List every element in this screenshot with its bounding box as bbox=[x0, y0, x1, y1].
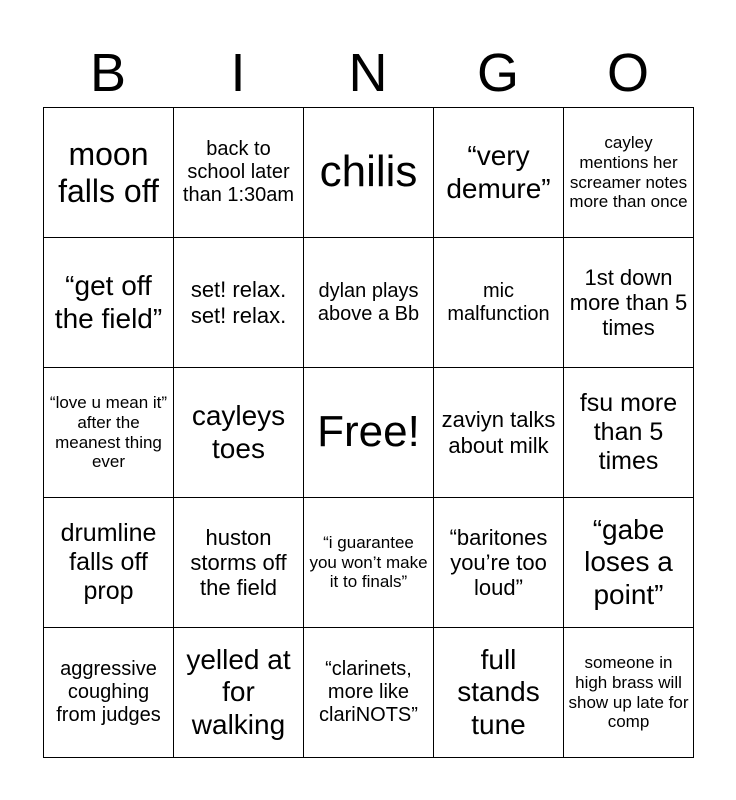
cell-text: huston storms off the field bbox=[190, 524, 287, 601]
bingo-cell[interactable] bbox=[564, 628, 694, 758]
cell-text: dylan plays above a Bb bbox=[317, 279, 420, 325]
bingo-cell[interactable] bbox=[174, 498, 304, 628]
bingo-grid bbox=[43, 107, 694, 758]
free-space[interactable] bbox=[304, 368, 434, 498]
cell-text: cayley mentions her screamer notes more than once bbox=[569, 133, 688, 212]
cell-text: drumline falls off prop bbox=[60, 519, 157, 605]
bingo-cell[interactable] bbox=[174, 368, 304, 498]
cell-text: chilis bbox=[319, 147, 418, 197]
header-letter-o: O bbox=[606, 43, 649, 103]
cell-text: aggressive coughing from judges bbox=[56, 658, 161, 726]
cell-text: cayleys toes bbox=[191, 400, 286, 464]
free-space-text: Free! bbox=[317, 407, 420, 457]
cell-text: moon falls off bbox=[58, 135, 159, 209]
cell-text: someone in high brass will show up late for comp bbox=[568, 653, 689, 732]
bingo-cell[interactable] bbox=[564, 498, 694, 628]
bingo-cell[interactable] bbox=[44, 108, 174, 238]
bingo-cell[interactable] bbox=[44, 628, 174, 758]
cell-text: back to school later than 1:30am bbox=[182, 138, 295, 206]
bingo-cell[interactable] bbox=[434, 108, 564, 238]
bingo-cell[interactable] bbox=[44, 498, 174, 628]
cell-text: “clarinets, more like clariNOTS” bbox=[319, 658, 418, 726]
cell-text: “get off the field” bbox=[54, 270, 163, 334]
bingo-cell[interactable] bbox=[564, 108, 694, 238]
header-letter-b: B bbox=[89, 43, 127, 103]
bingo-cell[interactable] bbox=[44, 368, 174, 498]
bingo-cell[interactable] bbox=[434, 628, 564, 758]
cell-text: full stands tune bbox=[457, 644, 540, 740]
bingo-cell[interactable] bbox=[304, 238, 434, 368]
bingo-cell[interactable] bbox=[564, 368, 694, 498]
bingo-cell[interactable] bbox=[304, 108, 434, 238]
cell-text: “love u mean it” after the meanest thing ever bbox=[49, 393, 168, 472]
bingo-cell[interactable] bbox=[304, 628, 434, 758]
cell-text: yelled at for walking bbox=[186, 644, 291, 740]
bingo-cell[interactable] bbox=[44, 238, 174, 368]
header-letter-n: N bbox=[348, 43, 388, 103]
bingo-cell[interactable] bbox=[434, 498, 564, 628]
bingo-cell[interactable] bbox=[564, 238, 694, 368]
cell-text: “very demure” bbox=[446, 140, 551, 204]
cell-text: set! relax. set! relax. bbox=[190, 277, 287, 328]
bingo-cell[interactable] bbox=[434, 238, 564, 368]
bingo-cell[interactable] bbox=[304, 498, 434, 628]
header-letter-i: I bbox=[230, 43, 246, 103]
cell-text: “gabe loses a point” bbox=[584, 514, 673, 610]
bingo-cell[interactable] bbox=[434, 368, 564, 498]
bingo-cell[interactable] bbox=[174, 108, 304, 238]
bingo-header bbox=[43, 40, 693, 106]
cell-text: fsu more than 5 times bbox=[579, 389, 678, 475]
header-letter-g: G bbox=[476, 43, 519, 103]
bingo-cell[interactable] bbox=[174, 238, 304, 368]
cell-text: “i guarantee you won’t make it to finals” bbox=[309, 533, 428, 592]
cell-text: zaviyn talks about milk bbox=[441, 407, 556, 458]
cell-text: 1st down more than 5 times bbox=[569, 264, 688, 341]
bingo-cell[interactable] bbox=[174, 628, 304, 758]
cell-text: “baritones you’re too loud” bbox=[449, 524, 548, 601]
cell-text: mic malfunction bbox=[447, 279, 550, 325]
